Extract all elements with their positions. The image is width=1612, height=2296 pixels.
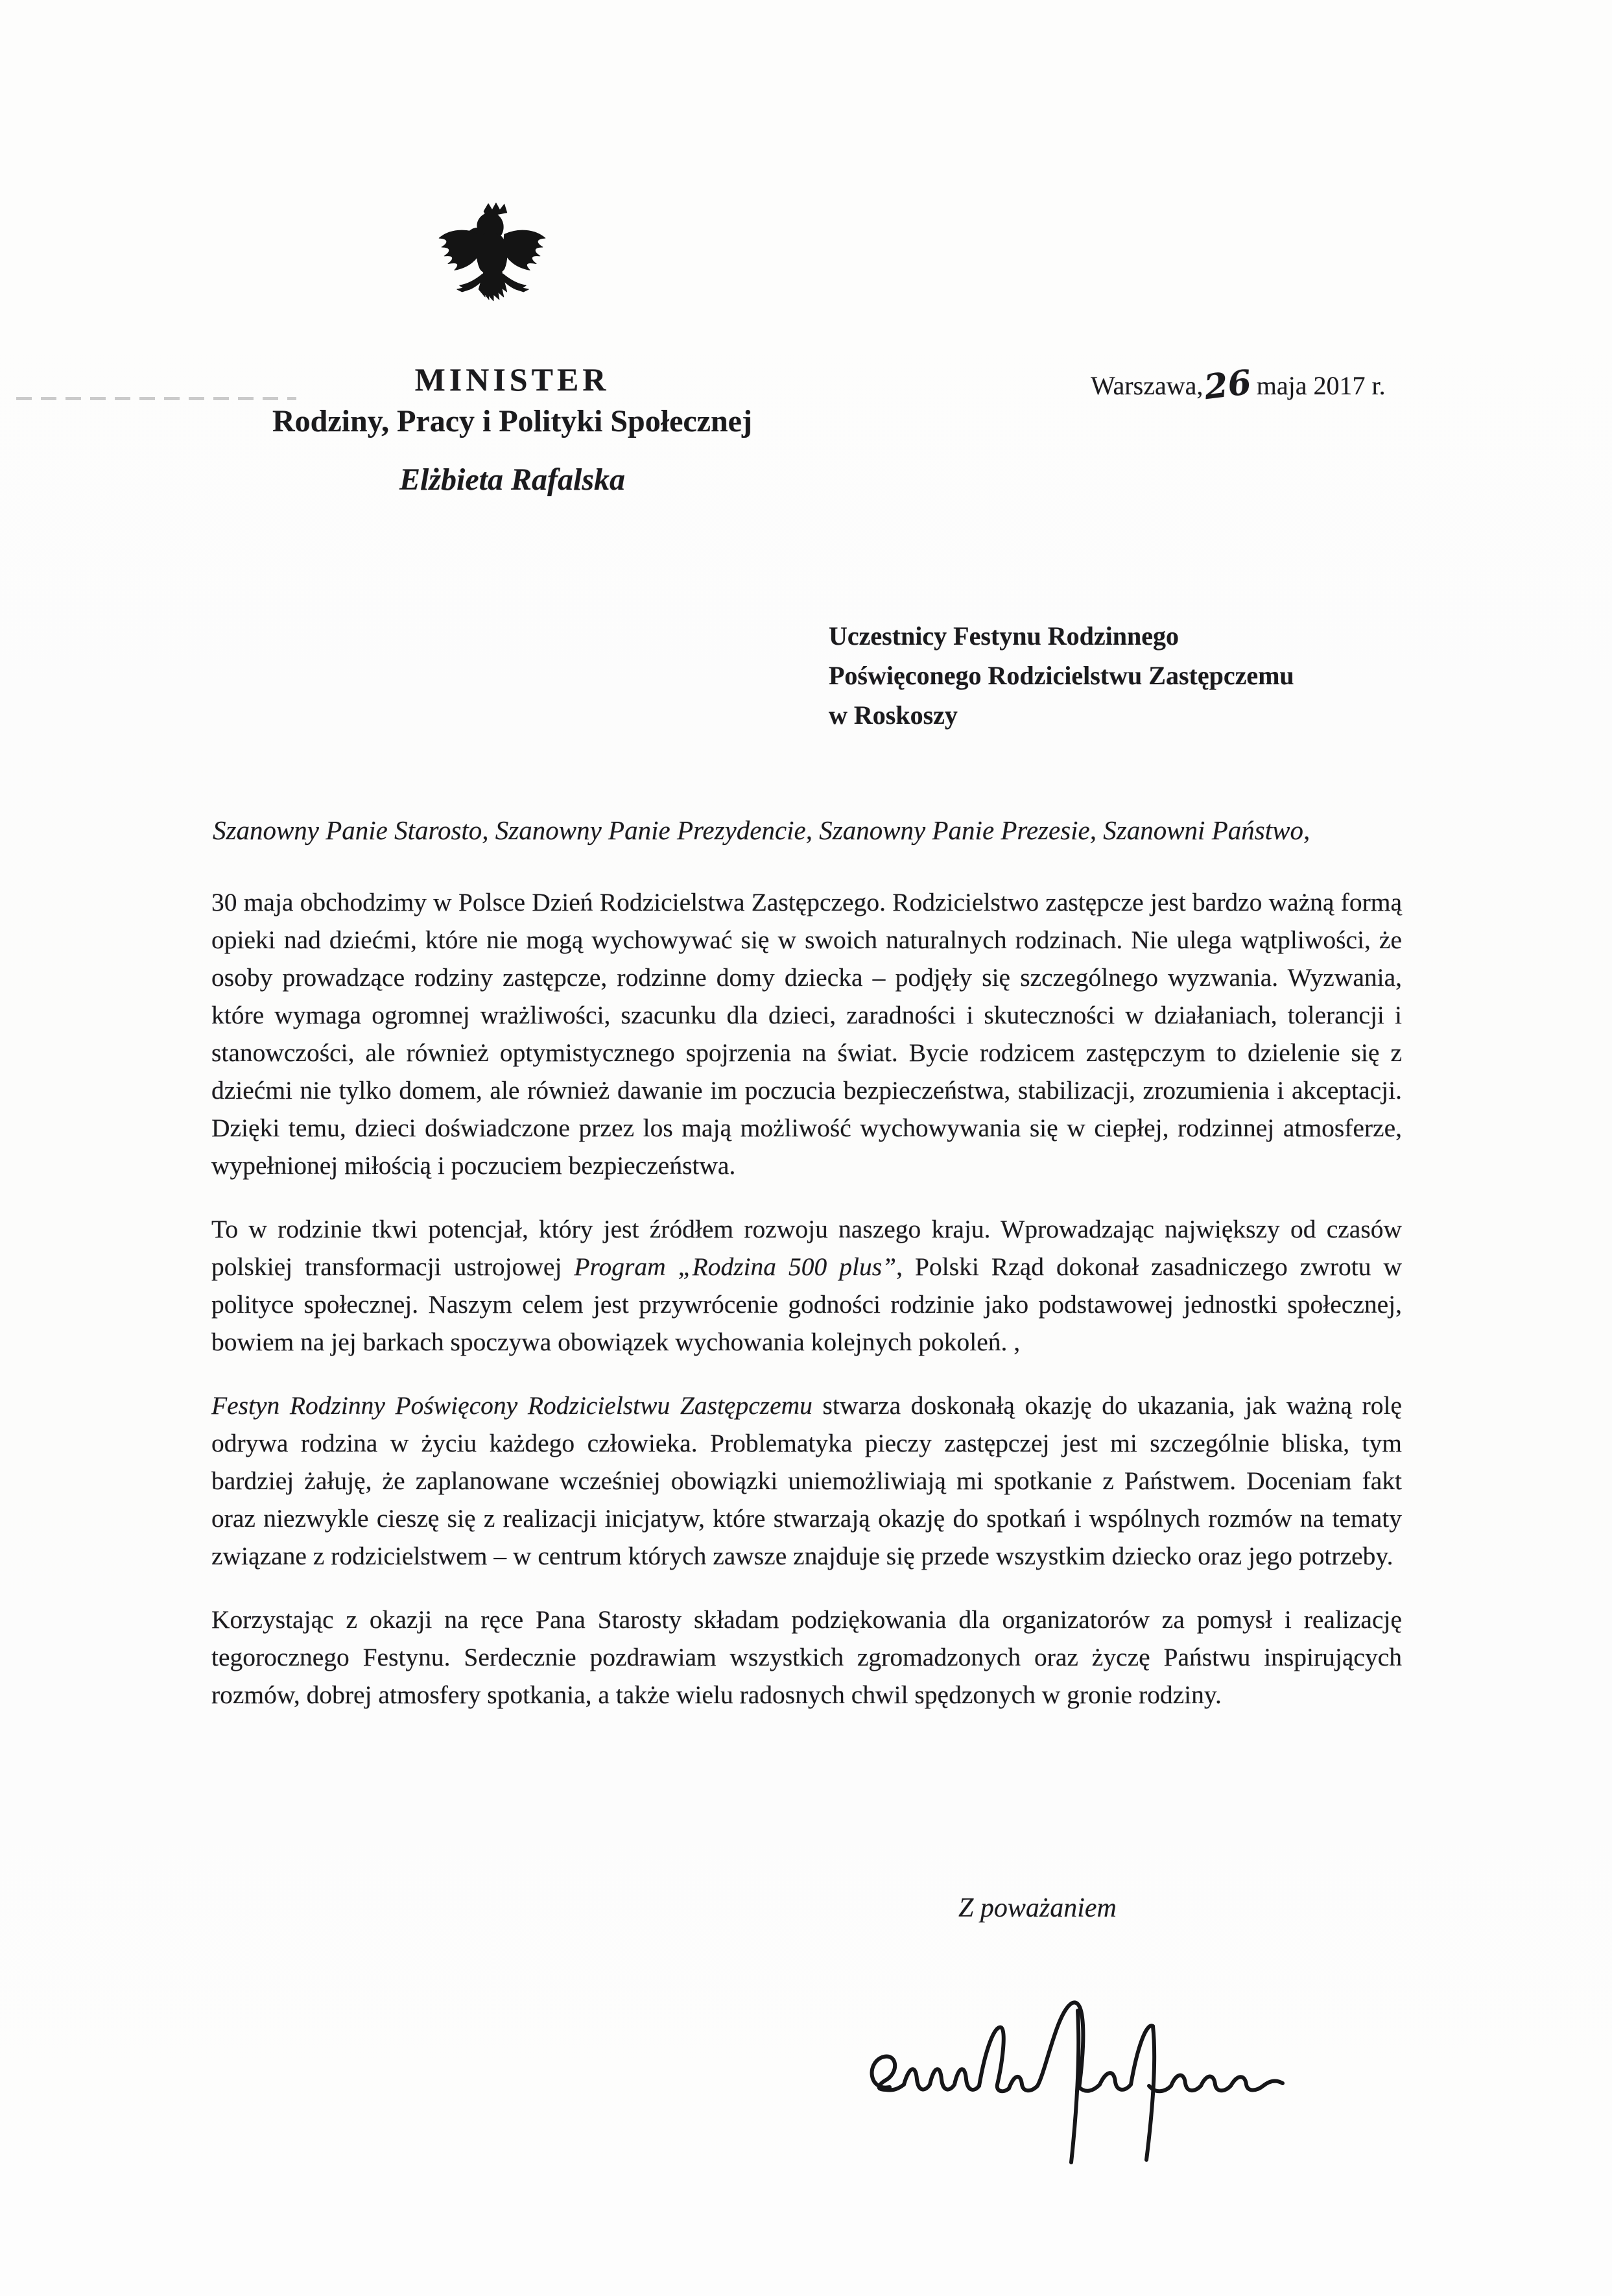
addressee-line: Uczestnicy Festynu Rodzinnego — [829, 621, 1179, 651]
paragraph-text: 30 maja obchodzimy w Polsce Dzień Rodzicielstwa Zastępczego. Rodzicielstwo zastępcze jest bardzo ważną formą opieki nad dziećmi, które nie mogą wychowywać się w swoich naturalnych rodzinach. Nie ulega wątpliwości, że osoby prowadzące rodziny zastępcze, rodzinne domy dziecka – podjęły się szczególnego wyzwania. Wyzwania, które wymaga ogromnej wrażliwości, szacunku dla dzieci, zaradności i skuteczności w działaniach, tolerancji i stanowczości, ale również optymistycznego spojrzenia na świat. Bycie rodzicem zastępczym to dzielenie się z dziećmi nie tylko domem, ale również dawanie im poczucia bezpieczeństwa, stabilizacji, zrozumienia i akceptacji. Dzięki temu, dzieci doświadczone przez los mają możliwość wychowywania się w ciepłej, rodzinnej atmosferze, wypełnionej miłością i poczuciem bezpieczeństwa. — [211, 888, 1402, 1180]
dateline — [1091, 362, 1493, 408]
paragraph-text: Korzystając z okazji na ręce Pana Starosty składam podziękowania dla organizatorów za pomysł i realizację tegorocznego Festynu. Serdecznie pozdrawiam wszystkich zgromadzonych oraz życzę Państwu inspirujących rozmów, dobrej atmosfery spotkania, a także wielu radosnych chwil spędzonych w gronie rodziny. — [211, 1605, 1402, 1709]
addressee-line: Poświęconego Rodzicielstwu Zastępczemu — [829, 661, 1294, 690]
paragraph-text: , Polski Rząd dokonał zasadniczego zwrotu w polityce społecznej. Naszym celem jest przywrócenie godności rodzinie jako podstawowej jednostki społecznej, bowiem na jej barkach spoczywa obowiązek wychowania kolejnych pokoleń. , — [211, 1252, 1402, 1356]
paragraph-text: To w rodzinie tkwi potencjał, który jest źródłem rozwoju naszego kraju. Wprowadzając największy od czasów polskiej transformacji ustrojowej — [211, 1215, 1402, 1281]
festyn-name-italic: Festyn Rodzinny Poświęcony Rodzicielstwu Zastępczemu — [211, 1391, 812, 1420]
handwritten-signature-icon — [849, 1965, 1362, 2173]
body-paragraph-4 — [211, 1601, 1402, 1714]
valediction: Z poważaniem — [958, 1893, 1117, 1923]
dateline-rest: maja 2017 r. — [1256, 371, 1386, 400]
polish-eagle-emblem-icon — [434, 202, 551, 333]
program-name-italic: Program „Rodzina 500 plus” — [574, 1252, 897, 1281]
dateline-city: Warszawa, — [1091, 371, 1203, 400]
header-title: MINISTER — [414, 361, 610, 398]
minister-name: Elżbieta Rafalska — [399, 462, 626, 497]
addressee-block — [829, 616, 1294, 735]
letter-body — [211, 883, 1402, 1740]
salutation: Szanowny Panie Starosto, Szanowny Panie Prezydencie, Szanowny Panie Prezesie, Szanowni Państwo, — [213, 815, 1310, 845]
addressee-line: w Roskoszy — [829, 700, 958, 730]
body-paragraph-2 — [211, 1210, 1402, 1361]
body-paragraph-1 — [211, 883, 1402, 1184]
body-paragraph-3 — [211, 1387, 1402, 1575]
dateline-handwritten-day: 26 — [1202, 362, 1254, 408]
header-subtitle: Rodziny, Pracy i Polityki Społecznej — [272, 404, 752, 438]
paragraph-text: stwarza doskonałą okazję do ukazania, jak ważną rolę odrywa rodzina w życiu każdego człowieka. Problematyka pieczy zastępczej jest mi szczególnie bliska, tym bardziej żałuję, że zaplanowane wcześniej obowiązki uniemożliwiają mi spotkanie z Państwem. Doceniam fakt oraz niezwykle cieszę się z realizacji inicjatyw, które stwarzają okazję do spotkań i wspólnych rozmów na tematy związane z rodzicielstwem – w centrum których zawsze znajduje się przede wszystkim dziecko oraz jego potrzeby. — [211, 1391, 1403, 1570]
